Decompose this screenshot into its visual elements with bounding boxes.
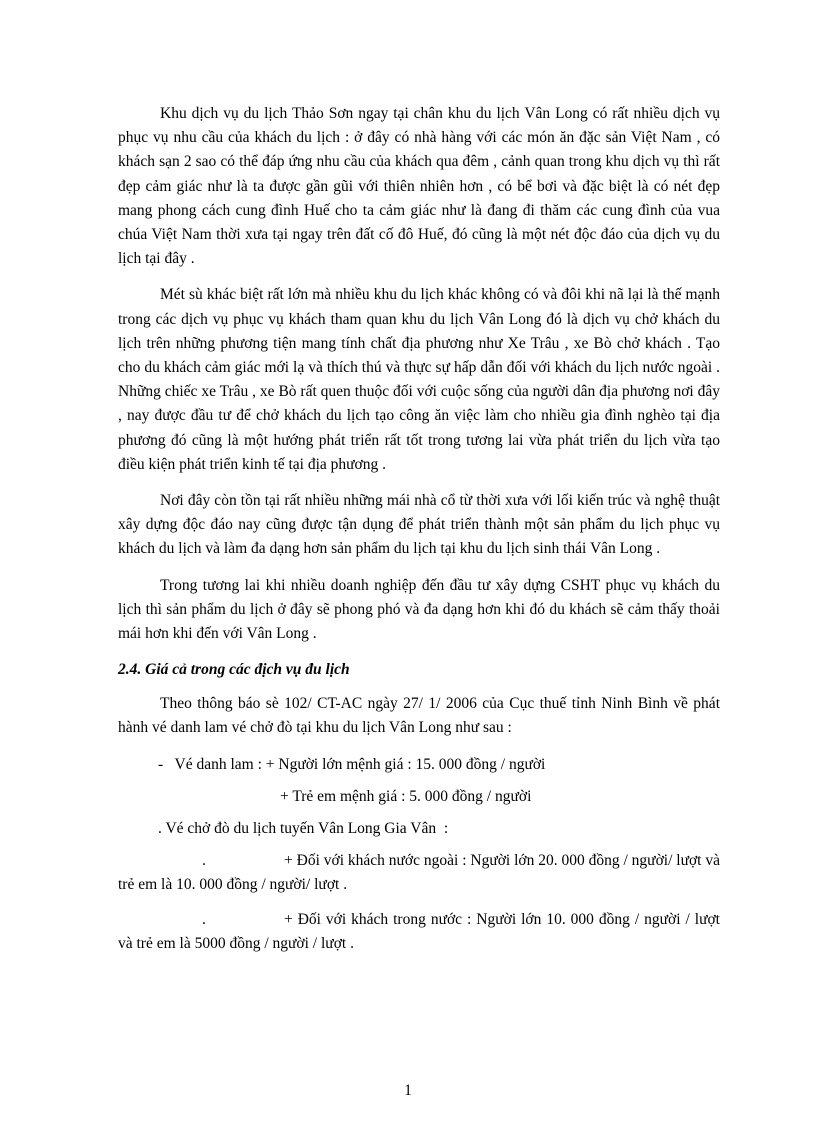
paragraph-xe-trau: Mét sù khác biệt rất lớn mà nhiều khu du lịch khác không có và đôi khi nã lại là thế mạnh trong các dịch vụ phục vụ khách tham quan khu du lịch Vân Long đó là dịch vụ chở khách du lịch trên những phương tiện mang tính chất địa phương như Xe Trâu , xe Bò chở khách . Tạo cho du khách cảm giác mới lạ và thích thú và thực sự hấp dẫn đối với khách du lịch nước ngoài . Những chiếc xe Trâu , xe Bò rất quen thuộc đối với cuộc sống của người dân địa phương nơi đây , nay được đầu tư để chở khách du lịch tạo công ăn việc làm cho nhiều gia đình nghèo tại địa phương đó cũng là một hướng phát triển rất tốt trong tương lai vừa phát triển du lịch vừa tạo điều kiện phát triển kinh tế tại địa phương .	[118, 286, 720, 473]
page-number: 1	[404, 1082, 412, 1099]
paragraph-thao-son: Khu dịch vụ du lịch Thảo Sơn ngay tại chân khu du lịch Vân Long có rất nhiều dịch vụ phục vụ nhu cầu của khách du lịch : ở đây có nhà hàng với các món ăn đặc sản Việt Nam , có khách sạn 2 sao có thể đáp ứng nhu cầu của khách qua đêm , cảnh quan trong khu dịch vụ thì rất đẹp cảm giác như là ta được gần gũi với thiên nhiên hơn , có bể bơi và đặc biệt là có nét đẹp mang phong cách cung đình Huế cho ta cảm giác như là đang đi thăm các cung đình của vua chúa Việt Nam thời xưa tại ngay trên đất cố đô Huế, đó cũng là một nét độc đáo của dịch vụ du lịch tại đây .	[118, 105, 720, 268]
price-line-child: + Trẻ em mệnh giá : 5. 000 đồng / người	[280, 787, 532, 805]
boat-price-domestic: . + Đối với khách trong nước : Người lớn 10. 000 đồng / người / lượt và trẻ em là 5000 đồng / người / lượt .	[118, 910, 720, 953]
price-line-adult: - Vé danh lam : + Người lớn mệnh giá : 15. 000 đồng / người	[158, 755, 546, 773]
boat-price-foreign: . + Đối với khách nước ngoài : Người lớn 20. 000 đồng / người/ lượt và trẻ em là 10. 000 đồng / người/ lượt .	[118, 851, 720, 894]
section-heading: 2.4. Giá cả trong các địch vụ đu lịch	[118, 661, 350, 679]
paragraph-intro: Theo thông báo sè 102/ CT-AC ngày 27/ 1/ 2006 của Cục thuế tỉnh Ninh Bình về phát hành vé danh lam vé chở đò tại khu du lịch Vân Long như sau :	[118, 695, 720, 737]
document-body	[118, 102, 720, 967]
boat-ticket-line: . Vé chở đò du lịch tuyến Vân Long Gia Vân :	[158, 819, 449, 837]
paragraph-mai-nha-co: Nơi đây còn tồn tại rất nhiều những mái nhà cổ từ thời xưa với lối kiến trúc và nghệ thuật xây dựng độc đáo nay cũng được tận dụng để phát triển thành một sản phẩm du lịch phục vụ khách du lịch và làm đa dạng hơn sản phẩm du lịch tại khu du lịch sinh thái Vân Long .	[118, 492, 720, 558]
paragraph-tuong-lai: Trong tương lai khi nhiều doanh nghiệp đến đầu tư xây dựng CSHT phục vụ khách du lịch thì sản phẩm du lịch ở đây sẽ phong phó và đa dạng hơn khi đó du khách sẽ cảm thấy thoải mái hơn khi đến với Vân Long .	[118, 576, 720, 643]
